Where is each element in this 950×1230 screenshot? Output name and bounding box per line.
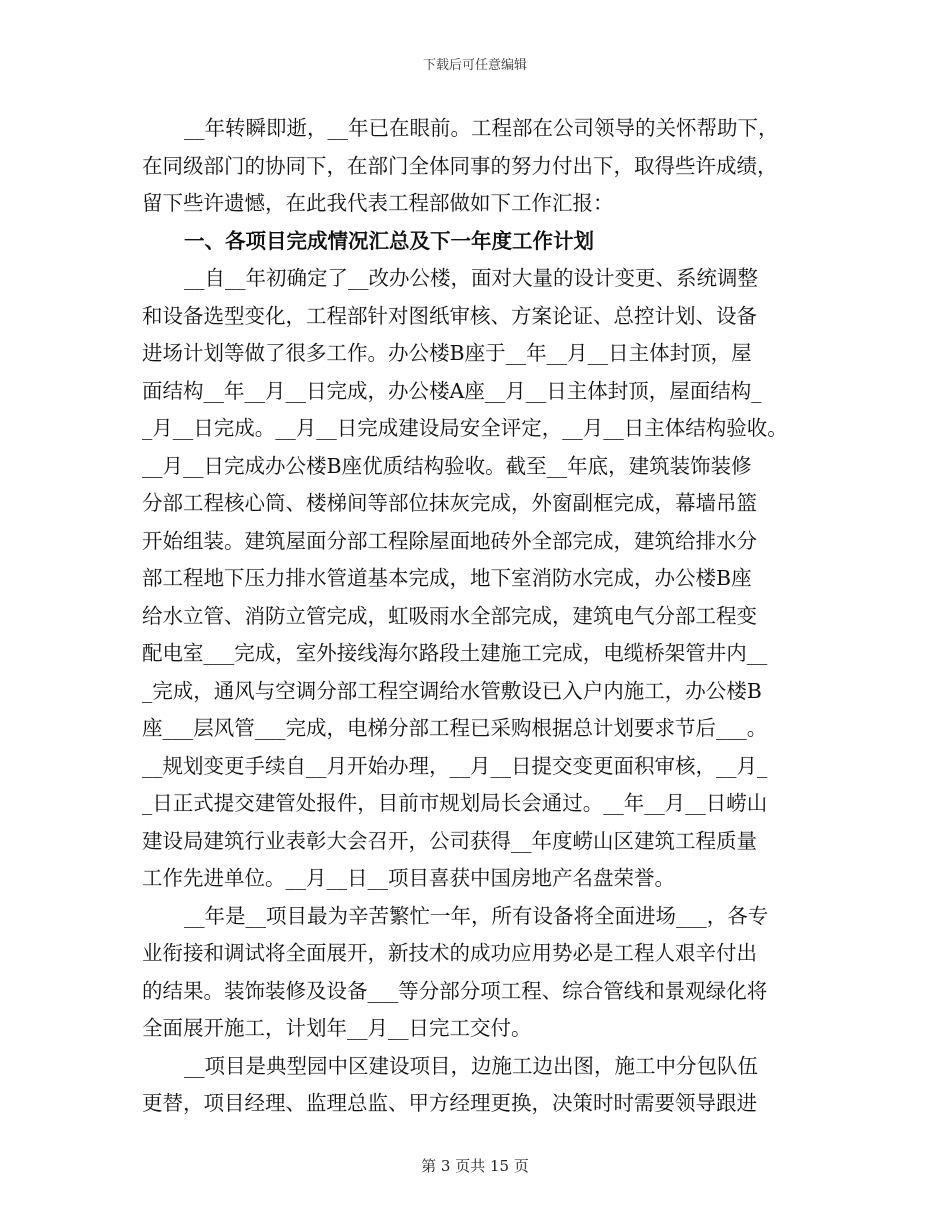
- paragraph-line: 更替，项目经理、监理总监、甲方经理更换，决策时时需要领导跟进: [142, 1091, 757, 1115]
- paragraph-line: _日正式提交建管处报件，目前市规划局长会通过。__年__月__日崂山: [142, 791, 768, 815]
- section-heading: 一、各项目完成情况汇总及下一年度工作计划: [184, 228, 594, 253]
- page-header: 下载后可任意编辑: [422, 58, 527, 73]
- paragraph-line: _月__日完成。__月__日完成建设局安全评定，__月__日主体结构验收。: [142, 416, 788, 440]
- paragraph-line: 座___层风管___完成，电梯分部工程已采购根据总计划要求节后___。: [142, 716, 768, 740]
- paragraph-line: 在同级部门的协同下，在部门全体同事的努力付出下，取得些许成绩，: [142, 153, 778, 178]
- paragraph-line: 配电室___完成，室外接线海尔路段土建施工完成，电缆桥架管井内__: [142, 641, 768, 665]
- paragraph-line: 全面展开施工，计划年__月__日完工交付。: [142, 1016, 532, 1040]
- paragraph-line: 分部工程核心筒、楼梯间等部位抹灰完成，外窗副框完成，幕墙吊篮: [142, 491, 757, 515]
- paragraph-line: 的结果。装饰装修及设备___等分部分项工程、综合管线和景观绿化将: [142, 978, 768, 1003]
- page-footer: 第 3 页共 15 页: [421, 1157, 529, 1175]
- paragraph-line: __年转瞬即逝，__年已在眼前。工程部在公司领导的关怀帮助下，: [184, 116, 779, 140]
- paragraph-line: 开始组装。建筑屋面分部工程除屋面地砖外全部完成，建筑给排水分: [142, 528, 757, 553]
- paragraph-line: 工作先进单位。__月__日__项目喜获中国房地产名盘荣誉。: [142, 866, 675, 890]
- paragraph-line: 进场计划等做了很多工作。办公楼B座于__年__月__日主体封顶，屋: [142, 341, 752, 365]
- paragraph-line: 和设备选型变化，工程部针对图纸审核、方案论证、总控计划、设备: [142, 303, 757, 328]
- paragraph-line: __自__年初确定了__改办公楼，面对大量的设计变更、系统调整: [184, 266, 758, 290]
- paragraph-line: 留下些许遗憾，在此我代表工程部做如下工作汇报：: [142, 191, 614, 215]
- paragraph-line: __规划变更手续自__月开始办理，__月__日提交变更面积审核，__月_: [142, 753, 768, 778]
- document-body: [142, 110, 818, 1123]
- paragraph-line: 建设局建筑行业表彰大会召开，公司获得__年度崂山区建筑工程质量: [142, 828, 757, 853]
- paragraph-line: 面结构__年__月__日完成，办公楼A座__月__日主体封顶，屋面结构_: [142, 378, 762, 403]
- paragraph-line: 部工程地下压力排水管道基本完成，地下室消防水完成，办公楼B座: [142, 566, 752, 590]
- paragraph-line: 给水立管、消防立管完成，虹吸雨水全部完成，建筑电气分部工程变: [142, 603, 757, 628]
- paragraph-line: __月__日完成办公楼B座优质结构验收。截至__年底，建筑装饰装修: [142, 453, 752, 478]
- paragraph-line: __项目是典型园中区建设项目，边施工边出图，施工中分包队伍: [184, 1053, 758, 1078]
- paragraph-line: 业衔接和调试将全面展开，新技术的成功应用势必是工程人艰辛付出: [142, 941, 757, 965]
- paragraph-line: __年是__项目最为辛苦繁忙一年，所有设备将全面进场___，各专: [184, 903, 769, 928]
- paragraph-line: _完成，通风与空调分部工程空调给水管敷设已入户内施工，办公楼B: [142, 678, 762, 703]
